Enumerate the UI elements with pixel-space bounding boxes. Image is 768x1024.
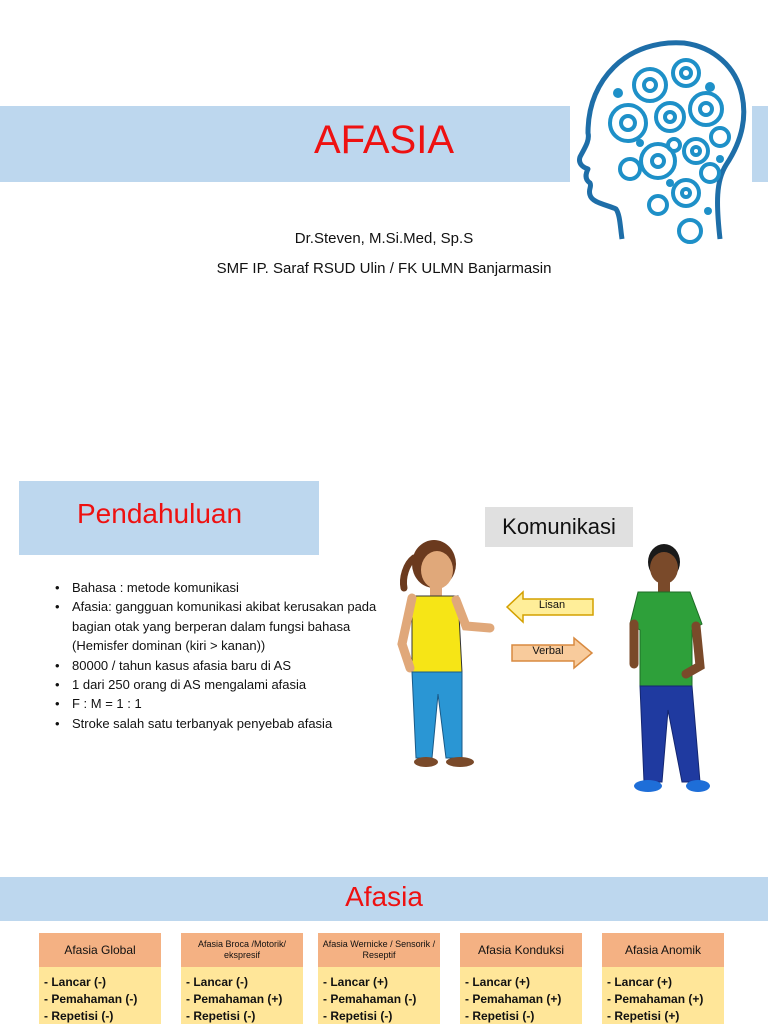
arrow-label-lisan: Lisan (538, 599, 566, 611)
card-header-konduksi (460, 933, 582, 967)
bullet-item: • 80000 / tahun kasus afasia baru di AS (55, 656, 385, 675)
afasia-types-slide (0, 877, 768, 1024)
author-name: Dr.Steven, M.Si.Med, Sp.S (294, 230, 474, 247)
card-line: - Lancar (-) (186, 975, 249, 989)
card-title: Afasia Broca /Motorik/ ekspresif (197, 939, 287, 960)
card-title: Afasia Wernicke / Sensorik / Reseptif (322, 939, 436, 960)
slide-title: AFASIA (313, 118, 455, 162)
intro-slide (0, 462, 768, 862)
card-line: - Pemahaman (-) (44, 992, 138, 1006)
bullet-item: • Afasia: gangguan komunikasi akibat kerusakan pada bagian otak yang berperan dalam fungsi bahasa (Hemisfer dominan (kiri > kanan)) (55, 597, 385, 655)
card-body-wernicke (318, 967, 440, 1024)
arrow-label-verbal: Verbal (532, 645, 564, 657)
card-title: Afasia Konduksi (477, 943, 565, 957)
title-slide (0, 0, 768, 445)
card-header-anomik (602, 933, 724, 967)
card-title: Afasia Anomik (624, 943, 702, 957)
card-line: - Pemahaman (+) (465, 992, 562, 1006)
brain-gears-icon (570, 33, 752, 251)
card-body-konduksi (460, 967, 582, 1024)
card-line: - Lancar (+) (465, 975, 531, 989)
card-title: Afasia Global (64, 943, 136, 957)
section-title: Pendahuluan (77, 498, 243, 529)
card-body-anomik (602, 967, 724, 1024)
woman-figure-icon (390, 534, 502, 804)
bullet-item: • Stroke salah satu terbanyak penyebab afasia (55, 714, 385, 733)
card-header-wernicke (318, 933, 440, 967)
bullet-item: • 1 dari 250 orang di AS mengalami afasia (55, 675, 385, 694)
card-line: - Repetisi (-) (465, 1009, 535, 1023)
bullet-list (55, 578, 385, 733)
card-line: - Repetisi (-) (44, 1009, 114, 1023)
card-body-global (39, 967, 161, 1024)
card-line: - Repetisi (-) (323, 1009, 393, 1023)
card-line: - Lancar (-) (44, 975, 107, 989)
card-header-broca (181, 933, 303, 967)
card-line: - Pemahaman (+) (186, 992, 283, 1006)
slide-title: Afasia (345, 881, 423, 912)
bullet-item: • Bahasa : metode komunikasi (55, 578, 385, 597)
man-figure-icon (620, 540, 720, 804)
card-line: - Lancar (+) (323, 975, 389, 989)
brain-gears-image (570, 33, 752, 251)
affiliation: SMF IP. Saraf RSUD Ulin / FK ULMN Banjarmasin (216, 260, 552, 277)
card-line: - Pemahaman (-) (323, 992, 417, 1006)
card-line: - Pemahaman (+) (607, 992, 704, 1006)
card-header-global (39, 933, 161, 967)
card-body-broca (181, 967, 303, 1024)
card-line: - Lancar (+) (607, 975, 673, 989)
communication-label: Komunikasi (485, 507, 633, 547)
bullet-item: • F : M = 1 : 1 (55, 694, 385, 713)
card-line: - Repetisi (+) (607, 1009, 680, 1023)
card-line: - Repetisi (-) (186, 1009, 256, 1023)
